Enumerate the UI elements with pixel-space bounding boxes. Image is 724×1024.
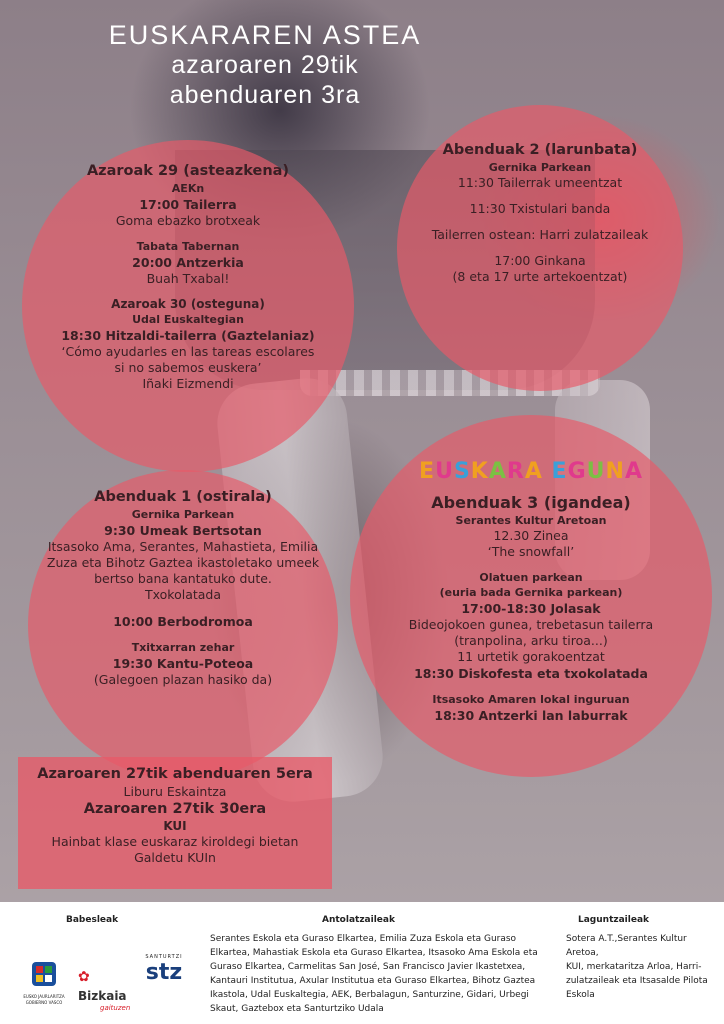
- event-title: 17:00 Ginkana: [494, 253, 586, 268]
- sponsors-heading: Babesleak: [66, 915, 119, 925]
- event-desc: si no sabemos euskera’: [114, 360, 262, 375]
- title-line-1: EUSKARAREN ASTEA: [108, 20, 422, 50]
- banner-letter: [543, 459, 552, 485]
- event-desc: 11 urtetik gorakoentzat: [457, 649, 605, 664]
- bizkaia-flame-icon: ✿: [78, 969, 90, 985]
- event-title: 17:00-18:30 Jolasak: [461, 601, 601, 616]
- circle-dec3: [350, 415, 712, 777]
- date-heading: Azaroak 29 (asteazkena): [86, 163, 290, 179]
- event-title: Tailerren ostean: Harri zulatzaileak: [431, 227, 649, 242]
- collaborators-line: Eskola: [566, 990, 595, 1000]
- event-desc: Buah Txabal!: [146, 271, 230, 286]
- event-desc: Zuza eta Bihotz Gaztea ikastoletako umeek: [46, 555, 320, 570]
- event-desc: ‘The snowfall’: [487, 544, 575, 559]
- event-desc: (8 eta 17 urte artekoentzat): [452, 269, 628, 284]
- banner-letter: K: [470, 459, 489, 484]
- title-line-2: azaroaren 29tik: [171, 51, 359, 79]
- banner-letter: N: [605, 459, 625, 484]
- venue: Itsasoko Amaren lokal inguruan: [432, 693, 630, 706]
- venue: Gernika Parkean: [131, 508, 235, 521]
- circle-nov29: [22, 140, 354, 472]
- banner-letter: A: [524, 459, 543, 484]
- organizers-line: Guraso Elkartea, Carmelitas San José, San Francisco Javier Ikastetxea,: [210, 962, 526, 972]
- event-title: 10:00 Berbodromoa: [113, 614, 253, 629]
- banner-letter: S: [453, 459, 471, 484]
- event-title: 18:30 Hitzaldi-tailerra (Gaztelaniaz): [61, 328, 315, 343]
- event-title: 18:30 Antzerki lan laburrak: [434, 708, 628, 723]
- logo-subtext: gaituzen: [100, 1004, 131, 1012]
- info-box: [18, 757, 332, 889]
- venue: Txitxarran zehar: [131, 641, 235, 654]
- event-title: 19:30 Kantu-Poteoa: [112, 656, 254, 671]
- banner-letter: E: [419, 459, 436, 484]
- logo-caption: GOBIERNO VASCO: [25, 1000, 63, 1005]
- box-text: Hainbat klase euskaraz kiroldegi bietan: [51, 834, 299, 849]
- box-text: Galdetu KUIn: [134, 850, 216, 865]
- organizers-heading: Antolatzaileak: [322, 915, 395, 925]
- logo-caption: SANTURTZI: [145, 954, 183, 960]
- event-desc: Bideojokoen gunea, trebetasun tailerra: [408, 617, 654, 632]
- bizkaia-logo: [78, 966, 136, 1012]
- banner-letter: A: [624, 459, 643, 484]
- event-desc: Itsasoko Ama, Serantes, Mahastieta, Emilia: [47, 539, 319, 554]
- banner-letter: A: [488, 459, 507, 484]
- banner-letter: R: [506, 459, 525, 484]
- collaborators-heading: Laguntzaileak: [578, 915, 650, 925]
- date-heading: Abenduak 2 (larunbata): [442, 142, 638, 158]
- organizers-line: Kantauri Institutua, Axular Institutua eta Guraso Elkartea, Bihotz Gaztea: [210, 976, 536, 986]
- date-heading: Abenduak 1 (ostirala): [94, 489, 272, 505]
- venue: Serantes Kultur Aretoan: [455, 514, 607, 527]
- organizers-line: Serantes Eskola eta Guraso Elkartea, Emilia Zuza Eskola eta Guraso: [210, 934, 517, 944]
- box-subtitle: Liburu Eskaintza: [123, 784, 227, 799]
- venue-note: (euria bada Gernika parkean): [439, 586, 623, 599]
- event-desc: (tranpolina, arku tiroa...): [454, 633, 608, 648]
- event-title: 12.30 Zinea: [493, 528, 569, 543]
- venue: Tabata Tabernan: [136, 240, 240, 253]
- logo-text: Bizkaia: [78, 989, 127, 1003]
- organizers-list: [210, 932, 540, 1016]
- collaborators-list: [566, 932, 716, 1002]
- event-desc: (Galegoen plazan hasiko da): [93, 672, 273, 687]
- banner-letter: U: [435, 459, 454, 484]
- poster-title: [0, 20, 530, 110]
- event-desc: Goma ebazko brotxeak: [115, 213, 261, 228]
- event-desc: ‘Cómo ayudarles en las tareas escolares: [61, 344, 315, 359]
- organizers-line: Skaut, Gaztebox eta Santurtziko Udala: [210, 1004, 384, 1014]
- collaborators-line: Sotera A.T.,Serantes Kultur Aretoa,: [566, 934, 687, 958]
- logo-caption: EUSKO JAURLARITZA: [23, 994, 65, 999]
- venue: Olatuen parkean: [479, 571, 583, 584]
- euskara-eguna-banner: [350, 459, 712, 485]
- collaborators-line: KUI, merkataritza Arloa, Harri-: [566, 962, 702, 972]
- event-title: 17:00 Tailerra: [139, 197, 237, 212]
- event-title: 11:30 Tailerrak umeentzat: [457, 175, 623, 190]
- footer: [0, 902, 724, 1024]
- logo-text: stz: [145, 960, 183, 985]
- organizers-line: Ikastola, Udal Euskaltegia, AEK, Berbalagun, Santurzine, Gidari, Urbegi: [210, 990, 529, 1000]
- event-title: 20:00 Antzerkia: [132, 255, 244, 270]
- event-desc: Iñaki Eizmendi: [142, 376, 234, 391]
- banner-letter: E: [551, 459, 568, 484]
- event-title: 9:30 Umeak Bertsotan: [104, 523, 262, 538]
- circle-dec1: [28, 470, 338, 780]
- venue: AEKn: [171, 182, 205, 195]
- venue: Gernika Parkean: [488, 161, 592, 174]
- date-heading: Azaroak 30 (osteguna): [111, 297, 265, 311]
- event-title: 11:30 Txistulari banda: [469, 201, 611, 216]
- santurtzi-logo: [144, 954, 184, 1002]
- venue: Udal Euskaltegian: [132, 313, 244, 326]
- event-title: 18:30 Diskofesta eta txokolatada: [414, 666, 648, 681]
- organizers-line: Elkartea, Mahastiak Eskola eta Guraso Elkartea, Itsasoko Ama Eskola eta: [210, 948, 538, 958]
- box-heading: Azaroaren 27tik abenduaren 5era: [37, 766, 313, 782]
- box-heading: Azaroaren 27tik 30era: [83, 801, 267, 817]
- event-desc: Txokolatada: [144, 587, 222, 602]
- collaborators-line: zulatzaileak eta Itsasalde Pilota: [566, 976, 708, 986]
- event-desc: bertso bana kantatuko dute.: [94, 571, 272, 586]
- date-heading: Abenduak 3 (igandea): [431, 493, 631, 512]
- banner-letter: G: [567, 459, 587, 484]
- circle-dec2: [397, 105, 683, 391]
- eusko-jaurlaritza-logo: [20, 960, 68, 1004]
- box-venue: KUI: [163, 819, 187, 833]
- banner-letter: U: [586, 459, 606, 484]
- title-line-3: abenduaren 3ra: [169, 81, 361, 109]
